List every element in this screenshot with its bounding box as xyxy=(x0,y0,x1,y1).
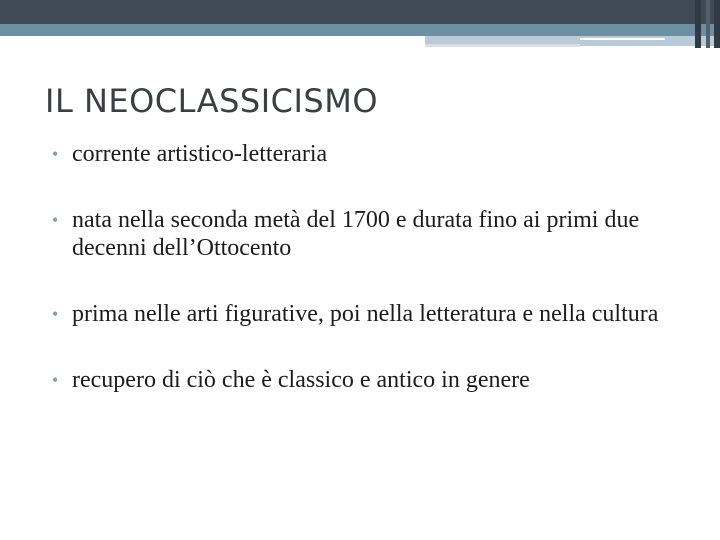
bullet-item xyxy=(52,300,682,328)
header-stripe xyxy=(706,0,710,48)
bullet-icon: • xyxy=(52,370,59,390)
header-stripe xyxy=(714,0,720,48)
bullet-text: prima nelle arti figurative, poi nella letteratura e nella cultura xyxy=(72,301,659,327)
header-band xyxy=(0,0,720,24)
header-divider-line-2 xyxy=(580,38,665,40)
bullet-icon: • xyxy=(52,304,59,324)
bullet-item xyxy=(52,366,682,394)
bullet-icon: • xyxy=(52,210,59,230)
bullet-list xyxy=(52,140,682,432)
header-stripe xyxy=(695,0,701,48)
bullet-text: nata nella seconda metà del 1700 e durata fino ai primi due decenni dell’Ottocento xyxy=(72,207,640,261)
bullet-text: recupero di ciò che è classico e antico in genere xyxy=(72,367,530,393)
header-accent-band xyxy=(0,24,720,36)
bullet-item xyxy=(52,206,682,262)
header-divider-line xyxy=(425,44,580,47)
bullet-icon: • xyxy=(52,144,59,164)
bullet-item xyxy=(52,140,682,168)
slide-title: IL NEOCLASSICISMO xyxy=(45,82,379,120)
bullet-text: corrente artistico-letteraria xyxy=(72,141,328,167)
